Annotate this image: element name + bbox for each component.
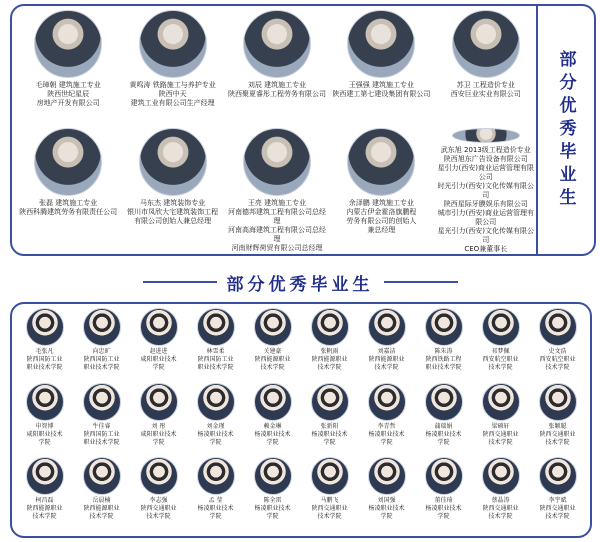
student-caption: 张新阳 杨凌职业技术 学院: [311, 422, 348, 446]
banner-title: 部分优秀毕业生: [226, 274, 374, 295]
graduate-photo: [347, 128, 415, 196]
student-caption: 董佳琦 杨凌职业技术 学院: [425, 497, 462, 521]
student-photo: [482, 308, 520, 346]
graduate-card: [16, 10, 120, 128]
graduate-caption: 刘辰 建筑施工专业 陕西聚夏睿彤工程劳务有限公司: [227, 81, 326, 98]
student-caption: 刘 彤 咸阳职业技术 学院: [140, 422, 177, 446]
student-card: [472, 457, 529, 532]
student-card: [301, 308, 358, 383]
student-card: [244, 308, 301, 383]
student-photo: [311, 383, 349, 421]
graduate-photo: [34, 10, 102, 78]
top-graduates-panel: [10, 4, 596, 256]
student-card: [301, 457, 358, 532]
graduate-caption: 王亮 建筑施工专业 河南德邦建筑工程有限公司总经理 河南高海建筑工程有限公司总经理 河南财辉荷贸有限公司总经理: [227, 199, 326, 252]
student-caption: 陈全雷 杨凌职业技术 学院: [254, 497, 291, 521]
student-caption: 陈朱涛 陕西铁路工程 职业技术学院: [425, 348, 462, 371]
student-photo: [425, 457, 463, 495]
student-photo: [26, 457, 64, 495]
student-card: [16, 383, 73, 458]
student-card: [187, 383, 244, 458]
student-card: [244, 383, 301, 458]
student-caption: 张帆雨 陕西能源职业 技术学院: [311, 348, 348, 371]
student-card: [472, 383, 529, 458]
side-title: 部分优秀毕业生: [536, 6, 594, 254]
graduate-caption: 毛璋朝 建筑施工专业 陕西世纪星辰 房地产开发有限公司: [35, 81, 101, 107]
graduate-caption: 马东杰 建筑装饰专业 银川市凤欣大宅建筑装饰工程 有限公司创始人兼总经理: [127, 199, 219, 225]
graduate-photo: [452, 10, 520, 78]
student-caption: 蒲瑞娟 杨凌职业技术 学院: [425, 422, 462, 446]
student-photo: [539, 308, 577, 346]
student-caption: 赖金琳 杨凌职业技术 学院: [254, 422, 291, 446]
student-caption: 李青哲 杨凌职业技术 学院: [368, 422, 405, 446]
student-caption: 史文浩 西安航空职业 技术学院: [539, 348, 576, 371]
student-photo: [197, 457, 235, 495]
student-photo: [482, 383, 520, 421]
student-caption: 赵进进 咸阳职业技术 学院: [140, 348, 177, 371]
graduate-caption: 张磊 建筑施工专业 陕西科腾建筑劳务有限责任公司: [19, 199, 118, 216]
graduate-card: [434, 10, 538, 128]
student-card: [301, 383, 358, 458]
graduate-card: [225, 10, 329, 128]
student-card: [16, 457, 73, 532]
student-caption: 李宇斌 陕西交通职业 技术学院: [539, 497, 576, 521]
student-caption: 申智博 咸阳职业技术 学院: [26, 422, 63, 446]
student-photo: [140, 383, 178, 421]
student-caption: 刘金瑾 杨凌职业技术 学院: [197, 422, 234, 446]
graduate-card: [16, 128, 120, 254]
graduate-caption: 武东旭 2013级工程造价专业 陕西旭东广告设备有限公司 星引力(西安)商业运营管理有限公司 时光引力(西安)文化传媒有限公司 陕西星际牙膜娱乐有限公司 城市引力(西安)商业运营管理有限公司 星光引力(西安)文化传媒有限公司 CEO兼董事长: [437, 146, 535, 253]
student-caption: 张颖聪 陕西交通职业 技术学院: [539, 422, 576, 446]
students-grid: [16, 308, 586, 532]
student-photo: [368, 383, 406, 421]
graduate-card: [329, 128, 433, 254]
graduate-caption: 黄鸣涛 铁路施工与养护专业 陕西中天 建筑工业有限公司生产经理: [129, 81, 216, 107]
student-caption: 林雪柔 陕西国防工业 职业技术学院: [197, 348, 234, 371]
student-caption: 毛张凡 陕西国防工业 职业技术学院: [26, 348, 63, 371]
student-photo: [425, 383, 463, 421]
student-caption: 柯昌磊 陕西能源职业 技术学院: [26, 497, 63, 521]
student-card: [415, 383, 472, 458]
student-caption: 牛佳睿 陕西国防工业 职业技术学院: [83, 422, 120, 446]
student-caption: 蔡晶涛 陕西交通职业 技术学院: [482, 497, 519, 521]
student-photo: [311, 457, 349, 495]
banner-divider-left: [143, 281, 217, 283]
student-card: [130, 383, 187, 458]
top-graduates-grid: [16, 10, 538, 254]
student-caption: 孟 莹 杨凌职业技术 学院: [197, 497, 234, 521]
student-caption: 岳晨楠 陕西能源职业 技术学院: [83, 497, 120, 521]
student-photo: [26, 383, 64, 421]
student-card: [73, 457, 130, 532]
student-card: [187, 457, 244, 532]
student-photo: [83, 457, 121, 495]
student-photo: [83, 383, 121, 421]
student-photo: [368, 308, 406, 346]
student-photo: [368, 457, 406, 495]
graduate-caption: 王强强 建筑施工专业 陕西建工第七建设集团有限公司: [332, 81, 431, 98]
student-photo: [254, 383, 292, 421]
graduate-photo: [347, 10, 415, 78]
student-card: [529, 457, 586, 532]
graduate-photo: [139, 10, 207, 78]
student-card: [529, 308, 586, 383]
student-caption: 李志强 陕西交通职业 技术学院: [140, 497, 177, 521]
student-photo: [254, 457, 292, 495]
student-card: [529, 383, 586, 458]
student-card: [73, 308, 130, 383]
banner-divider-right: [384, 281, 458, 283]
student-caption: 刘嘉洁 陕西能源职业 技术学院: [368, 348, 405, 371]
student-caption: 马鹏飞 陕西交通职业 技术学院: [311, 497, 348, 521]
student-photo: [197, 308, 235, 346]
student-caption: 梁硕轩 陕西交通职业 技术学院: [482, 422, 519, 446]
graduate-card: [434, 128, 538, 254]
section-banner: [0, 264, 600, 300]
student-card: [16, 308, 73, 383]
student-card: [244, 457, 301, 532]
student-card: [358, 308, 415, 383]
student-card: [130, 457, 187, 532]
student-photo: [140, 457, 178, 495]
graduate-photo: [243, 128, 311, 196]
student-card: [415, 308, 472, 383]
student-photo: [539, 383, 577, 421]
student-photo: [197, 383, 235, 421]
student-photo: [83, 308, 121, 346]
student-caption: 关建豪 陕西能源职业 技术学院: [254, 348, 291, 371]
student-caption: 刘国强 杨凌职业技术 学院: [368, 497, 405, 521]
student-photo: [482, 457, 520, 495]
student-card: [472, 308, 529, 383]
student-caption: 向忠旷 陕西国防工业 职业技术学院: [83, 348, 120, 371]
student-photo: [311, 308, 349, 346]
graduate-photo: [243, 10, 311, 78]
student-photo: [140, 308, 178, 346]
student-card: [358, 457, 415, 532]
student-card: [73, 383, 130, 458]
student-photo: [539, 457, 577, 495]
student-card: [358, 383, 415, 458]
graduate-card: [120, 10, 224, 128]
student-photo: [425, 308, 463, 346]
student-caption: 祁梦佩 西安航空职业 技术学院: [482, 348, 519, 371]
graduate-photo: [34, 128, 102, 196]
student-card: [187, 308, 244, 383]
graduate-photo: [139, 128, 207, 196]
graduate-photo: [452, 128, 520, 143]
student-card: [130, 308, 187, 383]
student-photo: [26, 308, 64, 346]
graduate-caption: 苏卫 工程造价专业 西安巨业实业有限公司: [450, 81, 521, 98]
student-photo: [254, 308, 292, 346]
graduate-caption: 余泽鹏 建筑施工专业 内蒙古伊金霍洛旗鹏程 劳务有限公司的创始人 兼总经理: [346, 199, 417, 234]
graduate-card: [329, 10, 433, 128]
student-card: [415, 457, 472, 532]
students-panel: [10, 302, 592, 538]
graduate-card: [225, 128, 329, 254]
graduate-card: [120, 128, 224, 254]
